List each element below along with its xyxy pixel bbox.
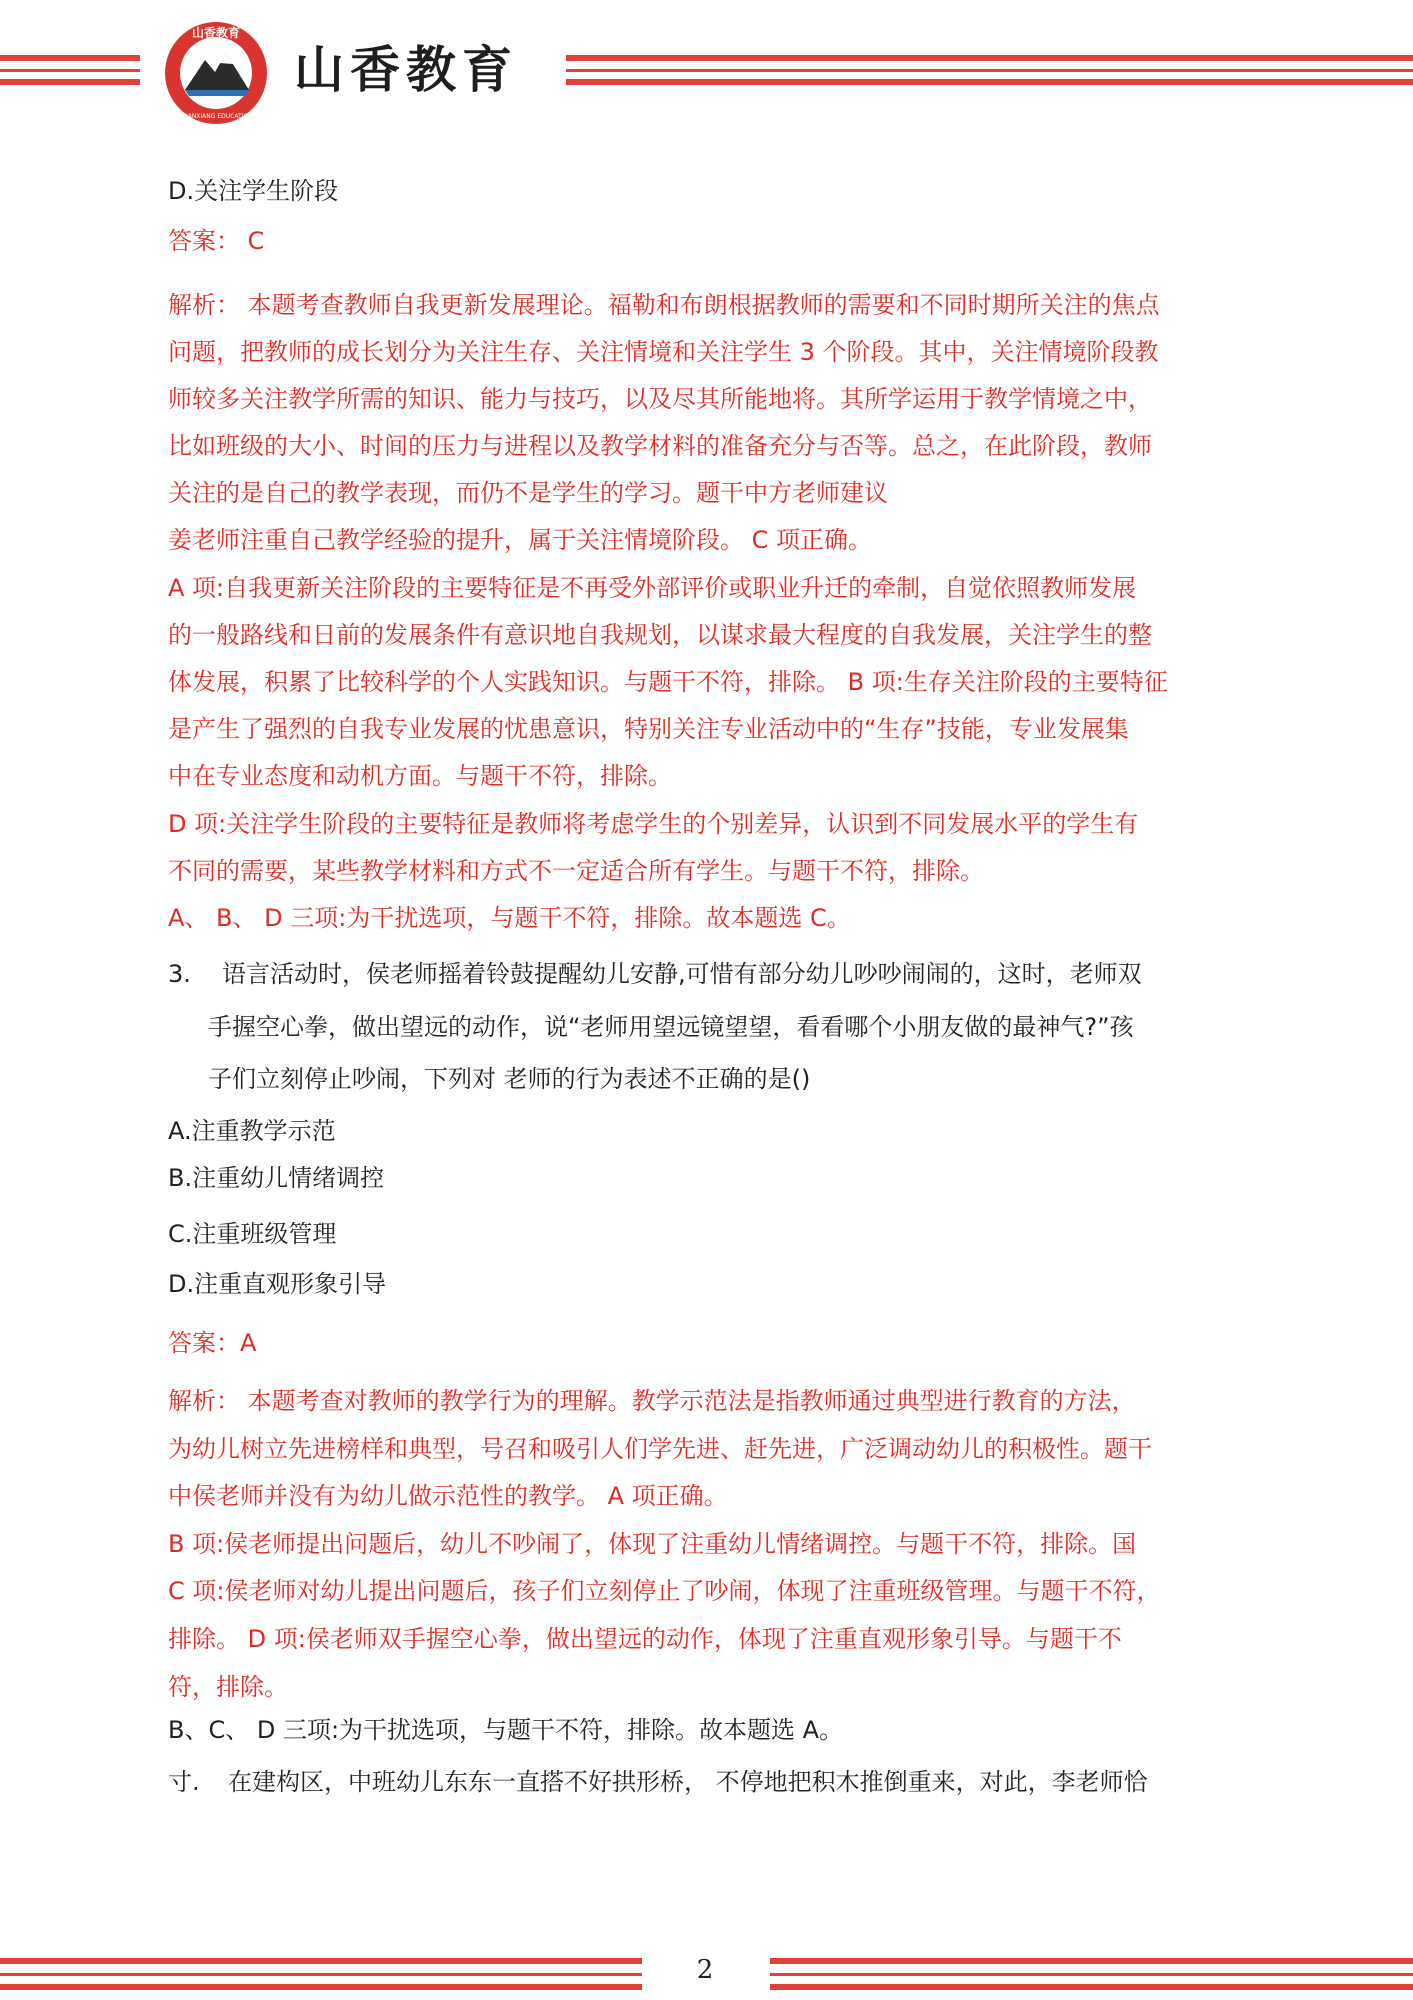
option-b: B.注重幼儿情绪调控 (168, 1164, 385, 1192)
footer-stripes-left (0, 1958, 642, 1990)
prev-analysis-line: D 项:关注学生阶段的主要特征是教师将考虑学生的个别差异，认识到不同发展水平的学生有 (168, 810, 1139, 838)
q3-analysis-line: 解析： 本题考查对教师的教学行为的理解。教学示范法是指教师通过典型进行教育的方法， (168, 1387, 1136, 1415)
prev-analysis-line: 中在专业态度和动机方面。与题干不符，排除。 (168, 762, 672, 790)
prev-answer: 答案： C (168, 227, 265, 255)
q3-analysis-line: B 项:侯老师提出问题后，幼儿不吵闹了，体现了注重幼儿情绪调控。与题干不符，排除。国 (168, 1530, 1137, 1558)
prev-analysis-line: 关注的是自己的教学表现，而仍不是学生的学习。题干中方老师建议 (168, 479, 888, 507)
q3-conclusion: B、C、 D 三项:为干扰选项，与题干不符，排除。故本题选 A。 (168, 1716, 844, 1744)
footer-stripes-right (770, 1958, 1413, 1990)
header-stripes-left (0, 55, 140, 85)
prev-analysis-line: 姜老师注重自己教学经验的提升，属于关注情境阶段。 C 项正确。 (168, 526, 873, 554)
prev-analysis-line: 的一般路线和日前的发展条件有意识地自我规划，以谋求最大程度的自我发展，关注学生的整 (168, 621, 1152, 649)
header-stripes-right (566, 55, 1413, 85)
page-number: 2 (696, 1955, 714, 1985)
question-number: 寸. (168, 1768, 200, 1796)
logo-text-en: SHANXIANG EDUCATION (179, 113, 253, 120)
prev-analysis-line: 是产生了强烈的自我专业发展的忧患意识，特别关注专业活动中的“生存”技能，专业发展集 (168, 715, 1129, 743)
q3-analysis-line: 为幼儿树立先进榜样和典型，号召和吸引人们学先进、赶先进，广泛调动幼儿的积极性。题干 (168, 1435, 1152, 1463)
option-c: C.注重班级管理 (168, 1220, 337, 1248)
prev-analysis-line: 不同的需要，某些教学材料和方式不一定适合所有学生。与题干不符，排除。 (168, 857, 984, 885)
q3-analysis-line: 中侯老师并没有为幼儿做示范性的教学。 A 项正确。 (168, 1482, 728, 1510)
option-a: A.注重教学示范 (168, 1117, 336, 1145)
q3-analysis-line: C 项:侯老师对幼儿提出问题后，孩子们立刻停止了吵闹，体现了注重班级管理。与题干不符， (168, 1577, 1161, 1605)
prev-analysis-line: 解析： 本题考查教师自我更新发展理论。福勒和布朗根据教师的需要和不同时期所关注的焦点 (168, 291, 1160, 319)
q3-answer: 答案：A (168, 1329, 257, 1357)
question-stem-line: 子们立刻停止吵闹，下列对 老师的行为表述不正确的是() (208, 1065, 811, 1093)
prev-analysis-line: 问题，把教师的成长划分为关注生存、关注情境和关注学生 3 个阶段。其中，关注情境阶段教 (168, 338, 1159, 366)
option-d: D.注重直观形象引导 (168, 1270, 387, 1298)
brand-title: 山香教育 (294, 40, 518, 99)
logo-text-cn: 山香教育 (191, 26, 241, 40)
q3-analysis-line: 符，排除。 (168, 1673, 288, 1701)
prev-analysis-line: A 项:自我更新关注阶段的主要特征是不再受外部评价或职业升迁的牵制，自觉依照教师发展 (168, 574, 1137, 602)
prev-analysis-line: 师较多关注教学所需的知识、能力与技巧，以及尽其所能地将。其所学运用于教学情境之中， (168, 385, 1152, 413)
prev-analysis-line: A、 B、 D 三项:为干扰选项，与题干不符，排除。故本题选 C。 (168, 904, 851, 932)
prev-analysis-line: 比如班级的大小、时间的压力与进程以及教学材料的准备充分与否等。总之，在此阶段，教师 (168, 432, 1152, 460)
prev-option-d: D.关注学生阶段 (168, 177, 339, 205)
logo-emblem (163, 20, 269, 126)
question-stem-line: 手握空心拳，做出望远的动作，说“老师用望远镜望望，看看哪个小朋友做的最神气?”孩 (208, 1013, 1134, 1041)
q3-analysis-line: 排除。 D 项:侯老师双手握空心拳，做出望远的动作，体现了注重直观形象引导。与题干不 (168, 1625, 1122, 1653)
question-stem-line: 语言活动时，侯老师摇着铃鼓提醒幼儿安静,可惜有部分幼儿吵吵闹闹的，这时，老师双 (222, 960, 1142, 988)
question-stem-line: 在建构区，中班幼儿东东一直搭不好拱形桥， 不停地把积木推倒重来，对此，李老师恰 (228, 1768, 1148, 1796)
prev-analysis-line: 体发展，积累了比较科学的个人实践知识。与题干不符，排除。 B 项:生存关注阶段的主要特征 (168, 668, 1168, 696)
question-number: 3. (168, 960, 191, 988)
